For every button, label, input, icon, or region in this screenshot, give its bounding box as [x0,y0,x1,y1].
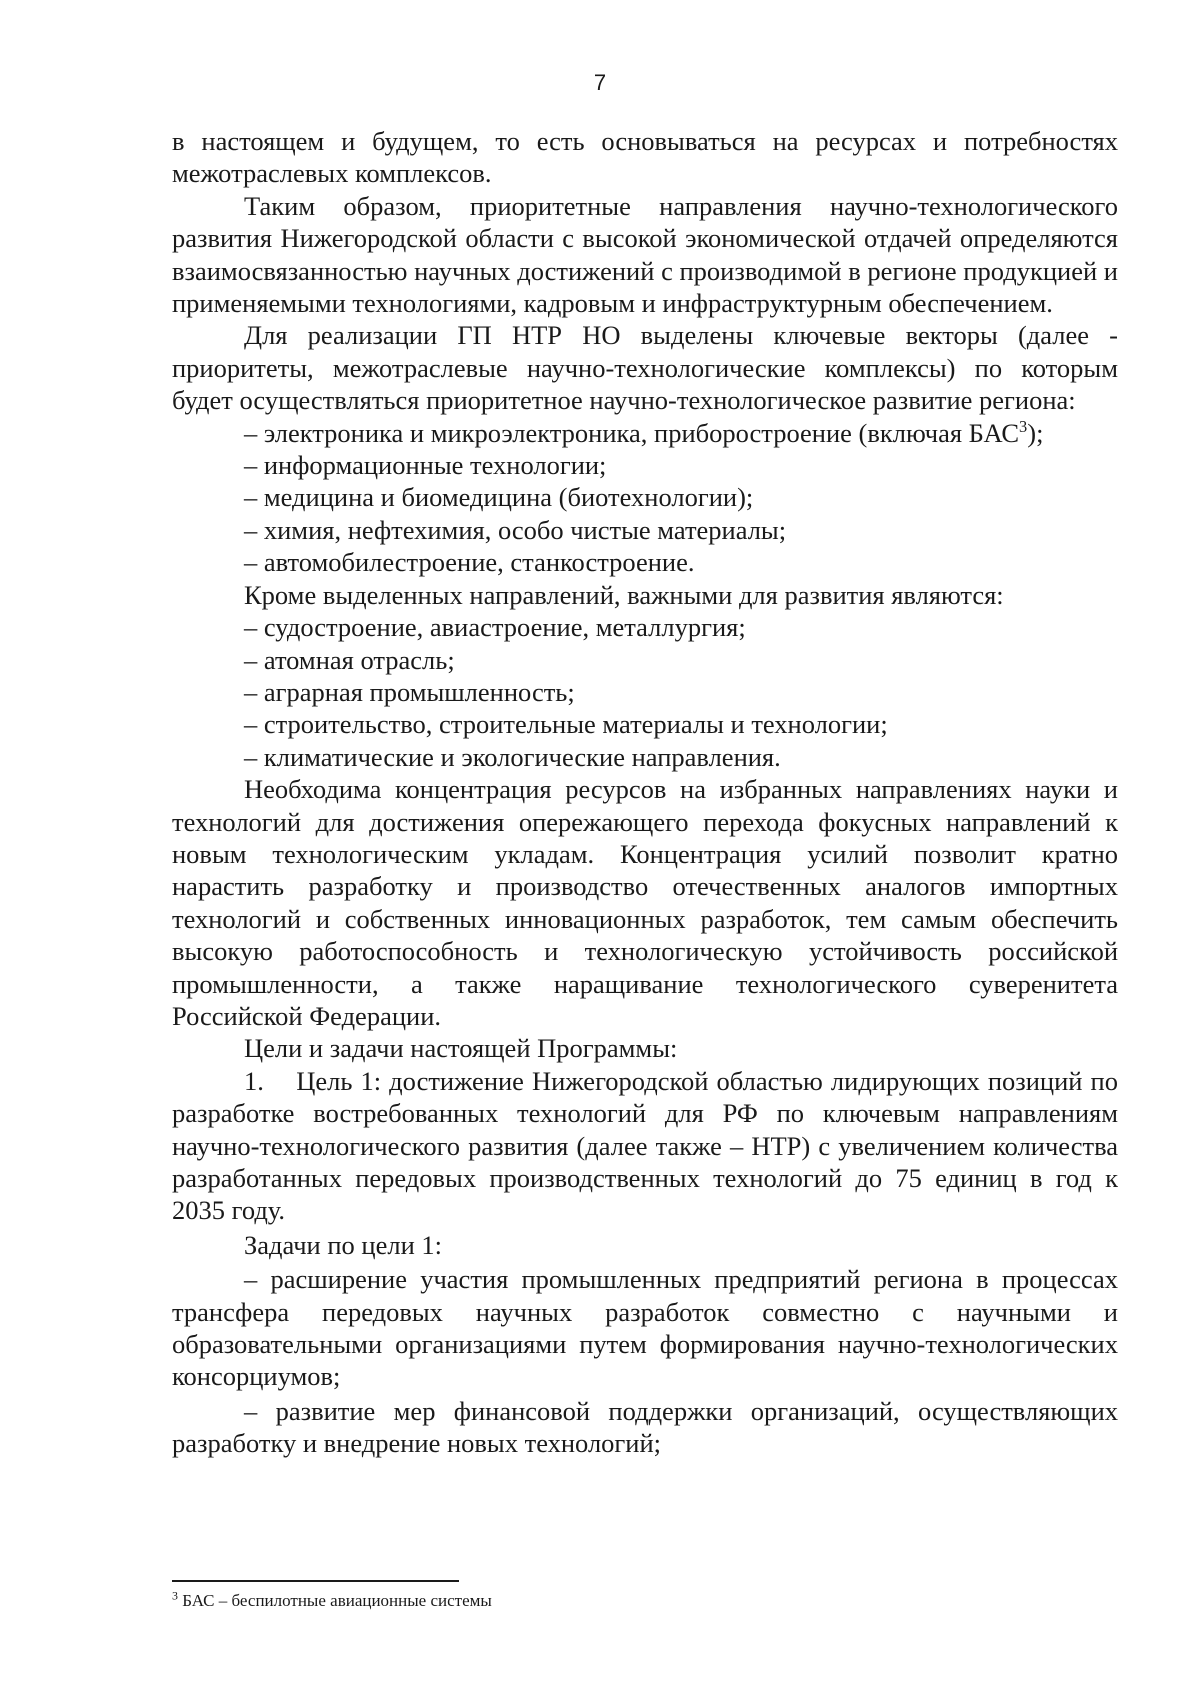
list-item-other-5: – климатические и экологические направления. [244,741,781,772]
list-item-other-2: – атомная отрасль; [244,644,455,675]
paragraph-priorities-summary: Таким образом, приоритетные направления научно-технологического развития Нижегородской области с высокой экономической отдачей определяются взаимосвязанностью научных достижений с производимой в регионе продукцией и применяемыми технологиями, кадровым и инфраструктурным обеспечением. [172,190,1118,319]
paragraph-concentration: Необходима концентрация ресурсов на избранных направлениях науки и технологий для достижения опережающего перехода фокусных направлений к новым технологическим укладам. Концентрация усилий позволит кратно нарастить разработку и производство отечественных аналогов импортных технологий и собственных инновационных разработок, тем самым обеспечить высокую работоспособность и технологическую устойчивость российской промышленности, а также наращивание технологического суверенитета Российской Федерации. [172,774,1118,1031]
goal-1-paragraph: 1. Цель 1: достижение Нижегородской областью лидирующих позиций по разработке востребованных технологий для РФ по ключевым направлениям научно-технологического развития (далее также – НТР) с увеличением количества разработанных передовых производственных технологий до 75 единиц в год к 2035 году. [172,1065,1125,1226]
footnote-text: БАС – беспилотные авиационные системы [177,1591,492,1610]
list-item-priority-1: – электроника и микроэлектроника, приборостроение (включая БАС$^3$); [244,416,1044,448]
list-item-other-1: – судостроение, авиастроение, металлургия; [244,612,746,643]
paragraph-key-vectors: Для реализации ГП НТР НО выделены ключевые векторы (далее - приоритеты, межотраслевые научно-технологические комплексы) по которым будет осуществляться приоритетное научно-технологическое развитие региона: [172,320,1118,416]
footnote-marker: 3 [172,1588,178,1603]
tasks-heading: Задачи по цели 1: [244,1229,442,1260]
list-item-priority-2: – информационные технологии; [244,450,607,481]
body-text [172,125,1125,1460]
goals-heading: Цели и задачи настоящей Программы: [244,1033,678,1064]
footnote-separator [172,1580,459,1582]
footnote-reference: 3 [1019,416,1028,436]
list-item-other-3: – аграрная промышленность; [244,676,575,707]
task-2-paragraph: – развитие мер финансовой поддержки организаций, осуществляющих разработку и внедрение новых технологий; [172,1395,1118,1459]
task-1-paragraph: – расширение участия промышленных предприятий региона в процессах трансфера передовых научных разработок совместно с научными и образовательными организациями путем формирования научно-технологических консорциумов; [172,1264,1118,1392]
paragraph-intro-continued: в настоящем и будущем, то есть основываться на ресурсах и потребностях межотраслевых комплексов. [172,126,1118,189]
list-item-priority-3: – медицина и биомедицина (биотехнологии); [244,482,754,513]
footnote [172,1590,1118,1612]
list-item-priority-5: – автомобилестроение, станкостроение. [244,547,695,578]
page-number: 7 [593,70,607,95]
list-item-other-4: – строительство, строительные материалы и технологии; [244,709,888,740]
list-item-priority-4: – химия, нефтехимия, особо чистые материалы; [244,514,787,545]
other-directions-intro: Кроме выделенных направлений, важными для развития являются: [244,579,1004,610]
